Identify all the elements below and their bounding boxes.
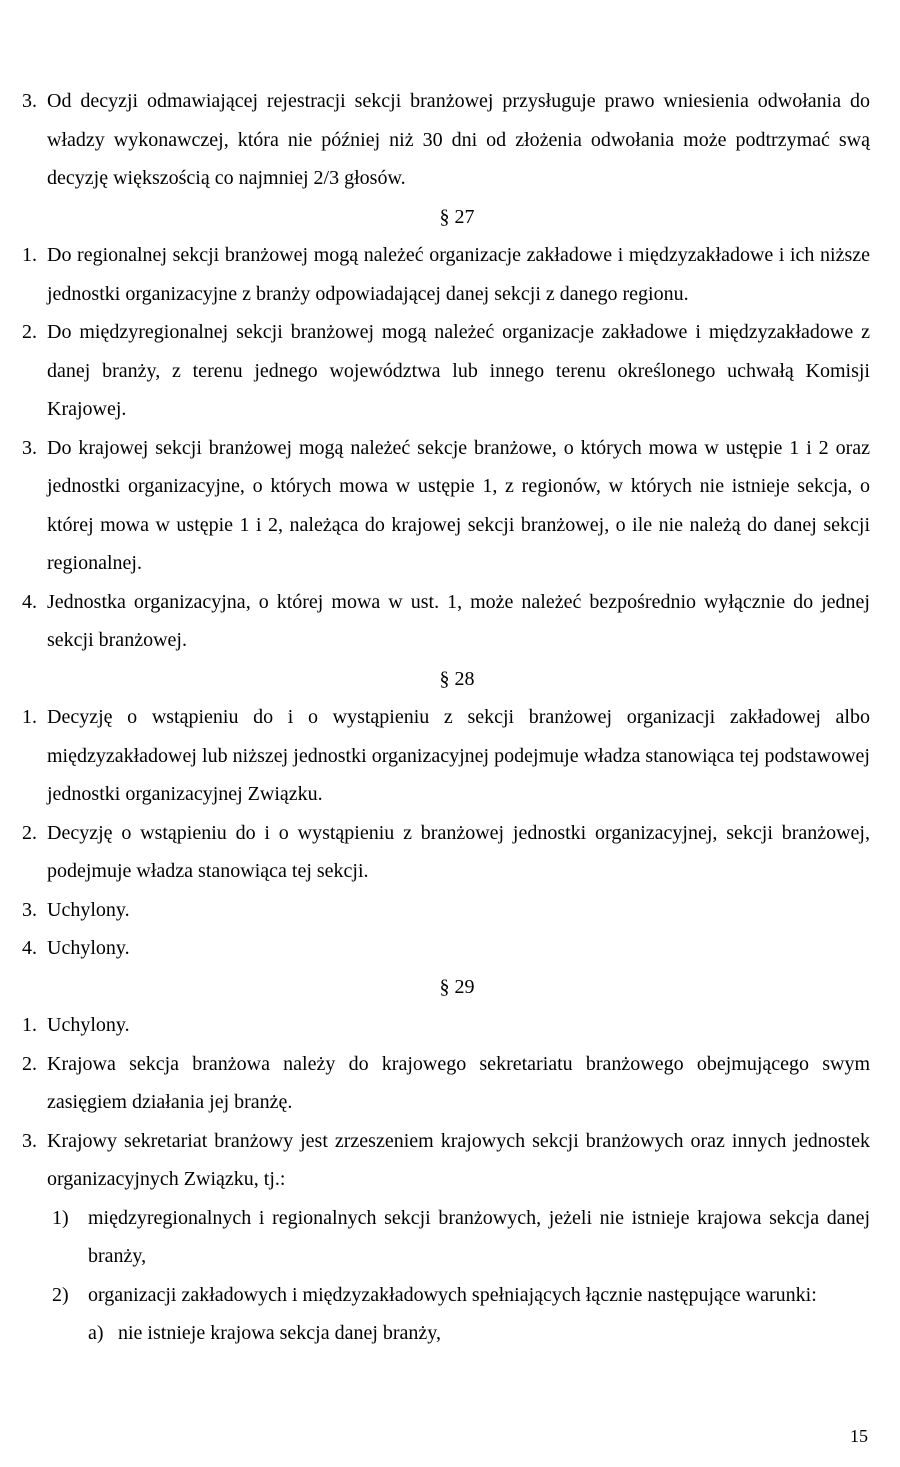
item-number: a) <box>88 1322 104 1344</box>
paragraph-item <box>22 583 870 660</box>
subsub-item <box>22 1314 870 1353</box>
document-body <box>22 82 870 1353</box>
item-text: Od decyzji odmawiającej rejestracji sekcji branżowej przysługuje prawo wniesienia odwołania do władzy wykonawczej, która nie później niż 30 dni od złożenia odwołania może podtrzymać swą decyzję większością co najmniej 2/3 głosów. <box>47 90 870 189</box>
section-heading: § 28 <box>439 667 475 690</box>
paragraph-item <box>22 1122 870 1199</box>
item-text: Do międzyregionalnej sekcji branżowej mogą należeć organizacje zakładowe i międzyzakładowe z danej branży, z terenu jednego województwa lub innego terenu określonego uchwałą Komisji Krajowej. <box>47 321 870 420</box>
item-text: Do regionalnej sekcji branżowej mogą należeć organizacje zakładowe i międzyzakładowe i ich niższe jednostki organizacyjne z branży odpowiadającej danej sekcji z danego regionu. <box>47 244 870 305</box>
paragraph-item <box>22 429 870 583</box>
section-heading: § 27 <box>439 205 475 228</box>
paragraph-item <box>22 814 870 891</box>
item-number: 3. <box>22 898 37 921</box>
item-text: Uchylony. <box>47 898 130 921</box>
paragraph-item <box>22 236 870 313</box>
item-text: organizacji zakładowych i międzyzakładowych spełniających łącznie następujące warunki: <box>88 1283 817 1306</box>
item-number: 1) <box>52 1206 69 1229</box>
item-number: 4. <box>22 937 37 959</box>
item-text: międzyregionalnych i regionalnych sekcji branżowych, jeżeli nie istnieje krajowa sekcja danej branży, <box>88 1206 870 1267</box>
item-number: 2. <box>22 321 37 343</box>
item-text: Uchylony. <box>47 1014 130 1036</box>
paragraph-item <box>22 313 870 429</box>
item-text: Krajowy sekretariat branżowy jest zrzeszeniem krajowych sekcji branżowych oraz innych jednostek organizacyjnych Związku, tj.: <box>47 1129 870 1190</box>
paragraph-item <box>22 82 870 198</box>
paragraph-item <box>22 698 870 814</box>
item-number: 3. <box>22 90 37 112</box>
paragraph-item <box>22 891 870 930</box>
item-number: 2. <box>22 1052 37 1075</box>
item-text: Decyzję o wstąpieniu do i o wystąpieniu z branżowej jednostki organizacyjnej, sekcji branżowej, podejmuje władza stanowiąca tej sekcji. <box>47 821 870 882</box>
item-number: 4. <box>22 590 37 613</box>
item-number: 1. <box>22 244 37 266</box>
item-number: 3. <box>22 1129 37 1152</box>
item-text: Do krajowej sekcji branżowej mogą należeć sekcje branżowe, o których mowa w ustępie 1 i 2 oraz jednostki organizacyjne, o których mowa w ustępie 1, z regionów, w których nie istnieje sekcja, o której mowa w ustępie 1 i 2, należąca do krajowej sekcji branżowej, o ile nie należą do danej sekcji regionalnej. <box>47 436 870 574</box>
page-number: 15 <box>850 1426 868 1446</box>
item-number: 2. <box>22 821 37 844</box>
item-text: Jednostka organizacyjna, o której mowa w ust. 1, może należeć bezpośrednio wyłącznie do jednej sekcji branżowej. <box>47 590 870 651</box>
paragraph-item <box>22 929 870 968</box>
paragraph-item <box>22 1045 870 1122</box>
item-text: nie istnieje krajowa sekcja danej branży, <box>118 1322 442 1344</box>
item-text: Uchylony. <box>47 937 130 959</box>
paragraph-item <box>22 1006 870 1045</box>
section-heading: § 29 <box>439 975 475 998</box>
item-number: 1. <box>22 1014 37 1036</box>
item-number: 1. <box>22 706 37 728</box>
sub-item <box>22 1276 870 1315</box>
item-number: 3. <box>22 436 37 459</box>
item-text: Decyzję o wstąpieniu do i o wystąpieniu z sekcji branżowej organizacji zakładowej albo międzyzakładowej lub niższej jednostki organizacyjnej podejmuje władza stanowiąca tej podstawowej jednostki organizacyjnej Związku. <box>47 706 870 805</box>
item-number: 2) <box>52 1283 69 1306</box>
item-text: Krajowa sekcja branżowa należy do krajowego sekretariatu branżowego obejmującego swym zasięgiem działania jej branżę. <box>47 1052 870 1113</box>
sub-item <box>22 1199 870 1276</box>
